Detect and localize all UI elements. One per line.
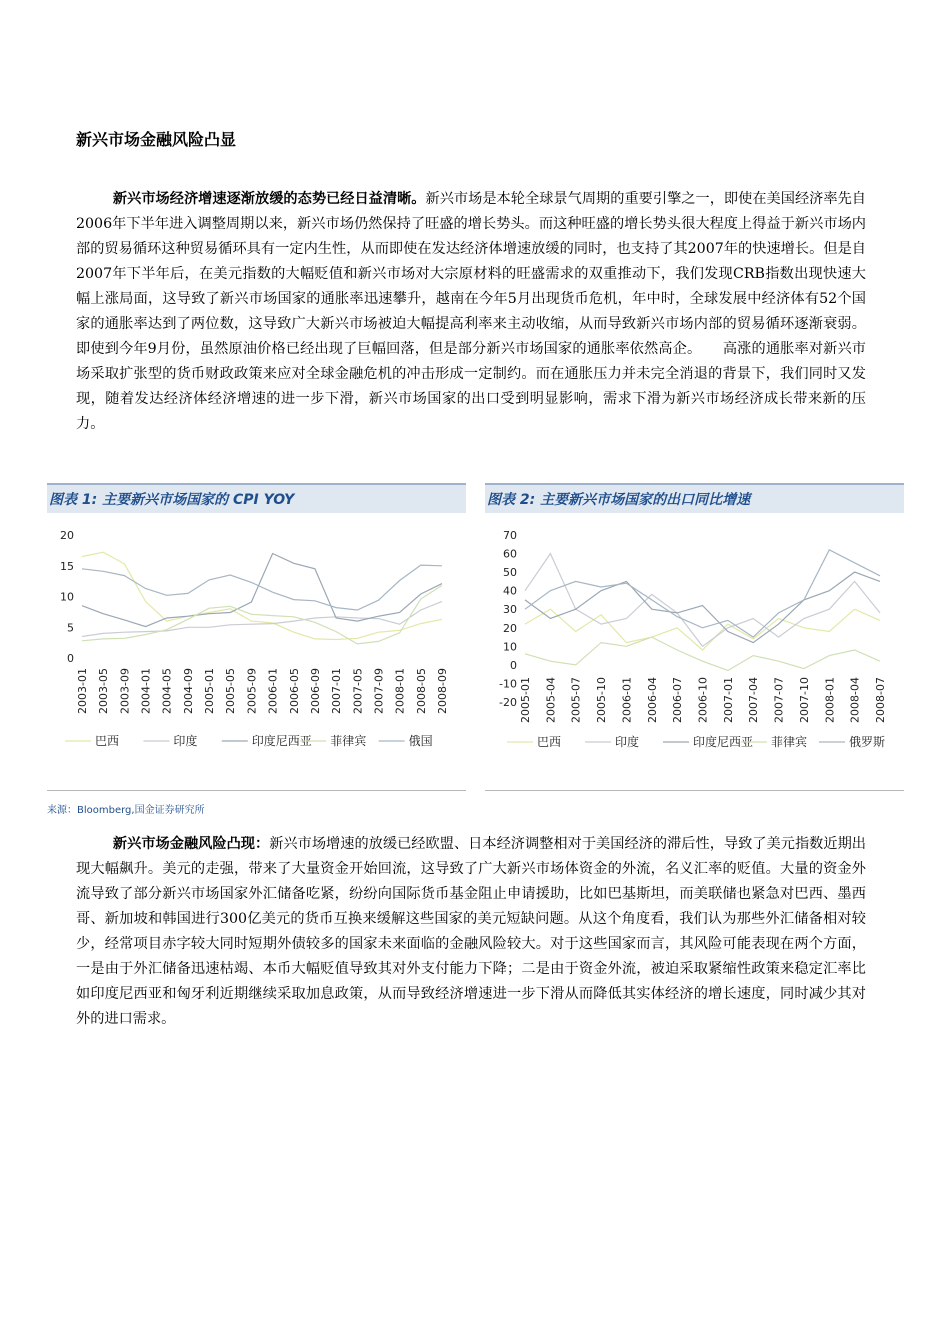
chart2-legend-label: 菲律宾 (771, 735, 808, 749)
chart2-xtick-label: 2005-10 (595, 677, 609, 723)
figure-2-title: 图表 2: 主要新兴市场国家的出口同比增速 (485, 483, 904, 513)
chart1-xtick-label: 2005-09 (245, 668, 259, 714)
chart1-xtick-label: 2008-01 (393, 668, 407, 714)
chart2-ytick-label: 70 (503, 529, 517, 542)
chart1-legend-label: 巴西 (95, 734, 120, 748)
chart2-ytick-label: -10 (499, 677, 517, 691)
chart2-xtick-label: 2005-07 (569, 677, 583, 723)
cpi-yoy-chart (47, 515, 466, 755)
paragraph-2-body: 新兴市场增速的放缓已经欧盟、日本经济调整相对于美国经济的滞后性，导致了美元指数近期出现大幅飙升。美元的走强，带来了大量资金开始回流，这导致了广大新兴市场体资金的外流，名义汇率的贬值。大量的资金外流导致了部分新兴市场国家外汇储备吃紧，纷纷向国际货币基金阻止申请援助，比如巴基斯坦，而美联储也紧急对巴西、墨西哥、新加坡和韩国进行300亿美元的货币互换来缓解这些国家的美元短缺问题。从这个角度看，我们认为那些外汇储备相对较少，经常项目赤字较大同时短期外债较多的国家未来面临的金融风险较大。对于这些国家而言，其风险可能表现在两个方面，一是由于外汇储备迅速枯竭、本币大幅贬值导致其对外支付能力下降；二是由于资金外流，被迫采取紧缩性政策来稳定汇率比如印度尼西亚和匈牙利近期继续采取加息政策，从而导致经济增速进一步下滑从而降低其实体经济的增长速度，同时减少其对外的进口需求。 (76, 836, 866, 1027)
paragraph-2-lead: 新兴市场金融风险凸现： (112, 836, 270, 852)
chart2-xtick-label: 2007-04 (747, 677, 761, 723)
chart1-xtick-label: 2003-09 (118, 668, 132, 714)
chart1-legend-label: 俄国 (408, 734, 433, 748)
chart2-xtick-label: 2007-10 (797, 677, 811, 723)
chart1-xtick-label: 2008-09 (436, 668, 449, 714)
chart1-xtick-label: 2007-09 (372, 668, 386, 714)
chart1-series-line-1 (82, 552, 442, 639)
chart2-series-line-3 (525, 572, 880, 643)
figure-source: 来源：Bloomberg,国金证券研究所 (47, 805, 205, 816)
chart1-xtick-label: 2007-05 (351, 668, 365, 714)
chart1-xtick-label: 2004-09 (181, 668, 195, 714)
section-title: 新兴市场金融风险凸显 (76, 130, 237, 149)
chart2-legend-label: 印度尼西亚 (693, 735, 754, 749)
chart2-xtick-label: 2007-01 (721, 677, 735, 723)
chart1-xtick-label: 2006-05 (287, 668, 301, 714)
chart2-ytick-label: 40 (503, 584, 517, 598)
chart2-legend-label: 印度 (615, 735, 640, 749)
chart2-series-line-5 (525, 550, 880, 637)
chart2-series-line-2 (525, 554, 880, 647)
figure-1-bottom-rule (47, 790, 466, 791)
chart2-series-line-4 (525, 637, 880, 670)
chart1-xtick-label: 2008-05 (414, 668, 428, 714)
chart1-legend-label: 印度尼西亚 (251, 734, 312, 748)
chart1-ytick-label: 10 (60, 590, 74, 604)
chart2-xtick-label: 2006-10 (696, 677, 710, 723)
chart1-ytick-label: 5 (67, 621, 74, 635)
chart2-xtick-label: 2007-07 (772, 677, 786, 723)
chart1-xtick-label: 2004-05 (160, 668, 174, 714)
chart1-xtick-label: 2007-01 (330, 668, 344, 714)
chart2-xtick-label: 2006-01 (620, 677, 634, 723)
chart2-xtick-label: 2008-04 (848, 677, 862, 723)
chart1-ytick-label: 15 (60, 559, 74, 573)
chart2-ytick-label: 20 (503, 621, 517, 635)
paragraph-1 (76, 187, 866, 437)
chart2-ytick-label: 30 (503, 603, 517, 617)
chart1-ytick-label: 20 (60, 529, 74, 542)
chart2-ytick-label: -20 (499, 696, 517, 709)
chart1-legend-label: 菲律宾 (330, 734, 367, 748)
chart2-ytick-label: 50 (503, 566, 517, 580)
paragraph-1-lead: 新兴市场经济增速逐渐放缓的态势已经日益清晰。 (112, 191, 426, 207)
chart2-xtick-label: 2006-04 (645, 677, 659, 723)
chart1-xtick-label: 2005-05 (224, 668, 238, 714)
chart1-ytick-label: 0 (67, 652, 74, 665)
chart1-xtick-label: 2006-01 (266, 668, 280, 714)
chart2-legend-label: 巴西 (537, 735, 562, 749)
chart2-ytick-label: 0 (510, 658, 517, 672)
chart1-xtick-label: 2004-01 (139, 668, 153, 714)
chart2-xtick-label: 2006-07 (671, 677, 685, 723)
chart2-ytick-label: 60 (503, 547, 517, 561)
chart2-xtick-label: 2005-01 (519, 677, 532, 723)
figure-1-title: 图表 1: 主要新兴市场国家的 CPI YOY (47, 483, 466, 513)
export-growth-chart (485, 515, 904, 755)
chart1-xtick-label: 2005-01 (203, 668, 217, 714)
chart1-series-line-5 (82, 565, 442, 610)
chart1-xtick-label: 2003-05 (97, 668, 111, 714)
figure-2-bottom-rule (485, 790, 904, 791)
chart2-xtick-label: 2008-07 (874, 677, 887, 723)
chart1-legend-label: 印度 (173, 734, 198, 748)
chart2-xtick-label: 2008-01 (823, 677, 837, 723)
paragraph-1-body: 新兴市场是本轮全球景气周期的重要引擎之一，即使在美国经济率先自2006年下半年进入调整周期以来，新兴市场仍然保持了旺盛的增长势头。而这种旺盛的增长势头很大程度上得益于新兴市场内部的贸易循环这种贸易循环具有一定内生性，从而即使在发达经济体增速放缓的同时，也支持了其2007年的快速增长。但是自2007年下半年后，在美元指数的大幅贬值和新兴市场对大宗原材料的旺盛需求的双重推动下，我们发现CRB指数出现快速大幅上涨局面，这导致了新兴市场国家的通胀率迅速攀升，越南在今年5月出现货币危机，年中时，全球发展中经济体有52个国家的通胀率达到了两位数，这导致广大新兴市场被迫大幅提高利率来主动收缩，从而导致新兴市场内部的贸易循环逐渐衰弱。即使到今年9月份，虽然原油价格已经出现了巨幅回落，但是部分新兴市场国家的通胀率依然高企。 高涨的通胀率对新兴市场采取扩张型的货币财政政策来应对全球金融危机的冲击形成一定制约。而在通胀压力并未完全消退的背景下，我们同时又发现，随着发达经济体经济增速的进一步下滑，新兴市场国家的出口受到明显影响，需求下滑为新兴市场经济成长带来新的压力。 (76, 191, 866, 432)
chart2-series-line-1 (525, 609, 880, 650)
chart2-ytick-label: 10 (503, 640, 517, 654)
paragraph-2 (76, 832, 866, 1032)
chart1-series-line-3 (82, 554, 442, 627)
chart1-xtick-label: 2006-09 (308, 668, 322, 714)
chart1-xtick-label: 2003-01 (76, 668, 89, 714)
chart2-legend-label: 俄罗斯 (849, 735, 886, 749)
chart2-xtick-label: 2005-04 (544, 677, 558, 723)
